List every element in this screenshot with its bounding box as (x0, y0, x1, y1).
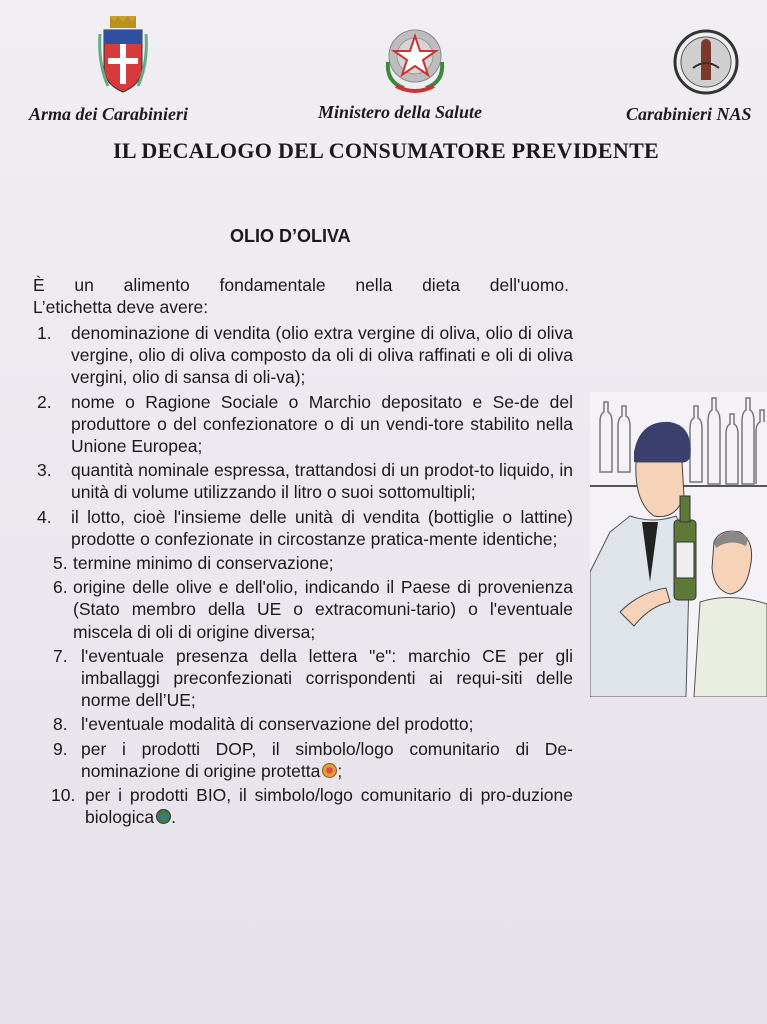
carabinieri-crest-icon (98, 14, 148, 96)
intro-line-1: È un alimento fondamentale nella dieta dell'uomo. (33, 275, 569, 295)
list-item: 2. nome o Ragione Sociale o Marchio depositato e Se-de del produttore o del confezionatore o di un vendi-tore stabilito nella Unione Europea; (37, 391, 573, 457)
bio-logo-icon (156, 809, 171, 824)
list-item: 1. denominazione di vendita (olio extra vergine di oliva, olio di oliva vergine, olio di oliva composto da oli di oliva raffinati e oli di oliva vergini, olio di sansa di oli-va); (37, 323, 573, 388)
page-title: IL DECALOGO DEL CONSUMATORE PREVIDENTE (113, 138, 660, 163)
logo-label-carabinieri: Arma dei Carabinieri (29, 104, 189, 124)
list-item: 4. il lotto, cioè l'insieme delle unità di vendita (bottiglie o lattine) prodotte o confezionate in circostanze pratica-mente identiche; (37, 506, 573, 549)
italian-emblem-icon (382, 22, 448, 94)
list-item: 9. per i prodotti DOP, il simbolo/logo comunitario di De-nominazione di origine protetta ; (53, 738, 573, 781)
nas-badge-icon (673, 28, 739, 98)
list-item: 8. l'eventuale modalità di conservazione del prodotto; (53, 714, 474, 735)
cartoon-wine-shop-icon (590, 392, 767, 697)
list-item: 6. origine delle olive e dell'olio, indicando il Paese di provenienza (Stato membro della UE o extracomuni-tario) o l'eventuale miscela di oli di origine diversa; (53, 577, 573, 642)
logo-label-nas: Carabinieri NAS (626, 104, 752, 124)
dop-logo-icon (322, 763, 337, 778)
requirements-list (33, 322, 573, 830)
section-title: OLIO D’OLIVA (230, 226, 351, 246)
list-item: 3. quantità nominale espressa, trattandosi di un prodot-to liquido, in unità di volume utilizzando il litro o suoi sottomultipli; (37, 460, 573, 503)
logo-label-ministero: Ministero della Salute (318, 102, 483, 122)
list-item: 10. per i prodotti BIO, il simbolo/logo comunitario di pro-duzione biologica . (51, 785, 573, 828)
intro-text (33, 274, 569, 318)
list-item: 5. termine minimo di conservazione; (53, 553, 334, 574)
list-item: 7. l'eventuale presenza della lettera "e": marchio CE per gli imballaggi preconfezionati corrispondenti ai requi-siti delle norme dell’UE; (53, 645, 573, 711)
intro-line-2: L’etichetta deve avere: (33, 297, 209, 317)
